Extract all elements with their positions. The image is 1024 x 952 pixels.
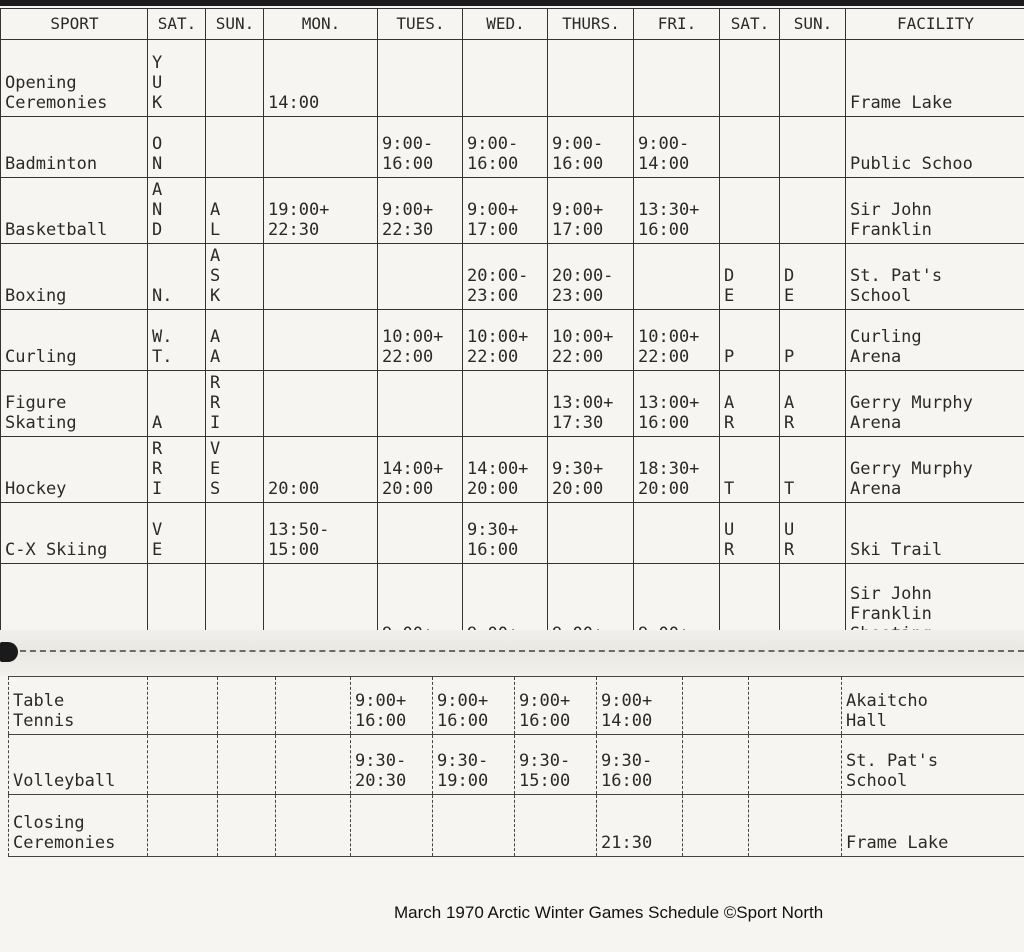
sun-2-cell-text: R xyxy=(784,413,795,433)
thurs-cell xyxy=(548,178,634,244)
fri-cell-text: 20:00 xyxy=(638,479,690,499)
facility-cell-text: School xyxy=(846,771,908,791)
schedule-table xyxy=(0,8,1024,668)
sport-cell-text: Volleyball xyxy=(13,771,116,791)
sun-1-cell xyxy=(206,503,264,564)
schedule-row xyxy=(1,310,1024,371)
sat-2-cell xyxy=(683,735,749,795)
tues-cell-text: 20:30 xyxy=(355,771,407,791)
schedule-table-continued xyxy=(8,676,1024,857)
wed-cell-text: 17:00 xyxy=(467,220,519,240)
mon-cell xyxy=(276,795,351,857)
sun-1-cell-text: A xyxy=(210,347,221,367)
facility-cell-text: Frame Lake xyxy=(850,93,953,113)
sat-1-cell-text: N xyxy=(152,154,163,174)
facility-cell-text: Franklin xyxy=(850,604,932,624)
sat-1-cell xyxy=(148,178,206,244)
sport-cell xyxy=(9,735,148,795)
fri-cell-text: 16:00 xyxy=(638,220,690,240)
sat-1-cell-text: I xyxy=(152,479,163,499)
thurs-cell-text: 23:00 xyxy=(552,286,604,306)
sun-2-cell-text: D xyxy=(784,266,795,286)
fold-line xyxy=(0,650,1024,652)
sat-2-cell-text: T xyxy=(724,479,735,499)
facility-cell-text: Akaitcho xyxy=(846,691,928,711)
facility-cell xyxy=(842,677,1024,735)
tues-cell xyxy=(351,677,433,735)
sat-1-cell xyxy=(148,735,218,795)
tues-cell-text: 14:00+ xyxy=(382,459,444,479)
wed-cell-text: 9:00+ xyxy=(437,691,489,711)
sun-1-cell-text: R xyxy=(210,373,221,393)
fri-cell-text: 16:00 xyxy=(601,771,653,791)
facility-cell-text: School xyxy=(850,286,912,306)
wed-cell-text: 9:30- xyxy=(437,751,489,771)
sport-cell xyxy=(1,310,148,371)
facility-cell-text: Sir John xyxy=(850,584,932,604)
header-sun-1: SUN. xyxy=(206,9,264,40)
sun-2-cell-text: P xyxy=(784,347,795,367)
sport-cell-text: Ceremonies xyxy=(13,833,116,853)
sun-1-cell-text: S xyxy=(210,479,221,499)
fri-cell xyxy=(634,371,720,437)
fri-cell xyxy=(597,795,683,857)
sat-1-cell-text: W. xyxy=(152,327,173,347)
thurs-cell xyxy=(548,310,634,371)
facility-cell xyxy=(842,795,1024,857)
sun-1-cell-text: E xyxy=(210,459,221,479)
fri-cell xyxy=(634,244,720,310)
sat-1-cell xyxy=(148,371,206,437)
facility-cell xyxy=(846,371,1024,437)
sat-1-cell-text: N xyxy=(152,200,163,220)
facility-cell xyxy=(842,735,1024,795)
sat-2-cell xyxy=(720,117,780,178)
sun-1-cell xyxy=(206,244,264,310)
sun-1-cell-text: A xyxy=(210,200,221,220)
sun-1-cell-text: L xyxy=(210,220,221,240)
sun-2-cell xyxy=(780,310,846,371)
sat-1-cell xyxy=(148,437,206,503)
sun-2-cell-text: R xyxy=(784,540,795,560)
header-sat-1: SAT. xyxy=(148,9,206,40)
facility-cell-text: St. Pat's xyxy=(846,751,939,771)
sun-2-cell xyxy=(749,677,842,735)
sat-2-cell-text: U xyxy=(724,520,735,540)
sat-2-cell-text: P xyxy=(724,347,735,367)
thurs-cell xyxy=(548,244,634,310)
sat-2-cell-text: A xyxy=(724,393,735,413)
sat-2-cell-text: E xyxy=(724,286,735,306)
tues-cell-text: 16:00 xyxy=(382,154,434,174)
fri-cell-text: 21:30 xyxy=(601,833,653,853)
mon-cell xyxy=(276,677,351,735)
fri-cell-text: 9:00+ xyxy=(601,691,653,711)
wed-cell-text: 9:00- xyxy=(467,134,519,154)
thurs-cell-text: 17:00 xyxy=(552,220,604,240)
tues-cell-text: 16:00 xyxy=(355,711,407,731)
tues-cell xyxy=(378,437,463,503)
sat-2-cell xyxy=(720,371,780,437)
sun-2-cell xyxy=(780,40,846,117)
torn-fold xyxy=(0,630,1024,676)
sun-1-cell xyxy=(218,735,276,795)
fri-cell xyxy=(634,310,720,371)
thurs-cell-text: 16:00 xyxy=(519,711,571,731)
header-facility: FACILITY xyxy=(846,9,1024,40)
wed-cell-text: 20:00- xyxy=(467,266,529,286)
fri-cell xyxy=(634,40,720,117)
header-sport: SPORT xyxy=(1,9,148,40)
sat-2-cell xyxy=(720,503,780,564)
thurs-cell xyxy=(515,795,597,857)
sun-1-cell-text: K xyxy=(210,286,221,306)
tues-cell-text: 20:00 xyxy=(382,479,434,499)
thurs-cell-text: 22:00 xyxy=(552,347,604,367)
thurs-cell xyxy=(548,40,634,117)
thurs-cell-text: 9:30- xyxy=(519,751,571,771)
header-sat-2: SAT. xyxy=(720,9,780,40)
sport-cell xyxy=(1,503,148,564)
facility-cell-text: Frame Lake xyxy=(846,833,949,853)
copyright-caption: March 1970 Arctic Winter Games Schedule ©Sport North xyxy=(394,903,824,922)
tues-cell-text: 9:00- xyxy=(382,134,434,154)
facility-cell-text: Curling xyxy=(850,327,922,347)
schedule-row xyxy=(1,437,1024,503)
sport-cell-text: C-X Skiing xyxy=(5,540,108,560)
tues-cell xyxy=(351,735,433,795)
mon-cell-text: 20:00 xyxy=(268,479,320,499)
fri-cell-text: 18:30+ xyxy=(638,459,700,479)
wed-cell-text: 23:00 xyxy=(467,286,519,306)
thurs-cell-text: 20:00 xyxy=(552,479,604,499)
mon-cell-text: 19:00+ xyxy=(268,200,330,220)
fri-cell-text: 9:00- xyxy=(638,134,690,154)
facility-cell xyxy=(846,244,1024,310)
wed-cell xyxy=(463,371,548,437)
wed-cell xyxy=(463,310,548,371)
sun-2-cell-text: E xyxy=(784,286,795,306)
mon-cell xyxy=(264,117,378,178)
sport-cell xyxy=(1,437,148,503)
tues-cell-text: 9:30- xyxy=(355,751,407,771)
facility-cell-text: Hall xyxy=(846,711,887,731)
sat-2-cell-text: R xyxy=(724,540,735,560)
sport-cell-text: Tennis xyxy=(13,711,75,731)
mon-cell xyxy=(264,371,378,437)
fri-cell-text: 14:00 xyxy=(638,154,690,174)
header-row xyxy=(1,9,1024,40)
sport-cell-text: Curling xyxy=(5,347,77,367)
sat-1-cell-text: R xyxy=(152,439,163,459)
mon-cell xyxy=(264,310,378,371)
schedule-row xyxy=(1,371,1024,437)
sat-1-cell xyxy=(148,795,218,857)
fri-cell xyxy=(634,503,720,564)
sport-cell-text: Ceremonies xyxy=(5,93,108,113)
top-rule xyxy=(0,0,1024,6)
sport-cell-text: Closing xyxy=(13,813,85,833)
tues-cell xyxy=(378,178,463,244)
wed-cell xyxy=(433,677,515,735)
mon-cell xyxy=(276,735,351,795)
tues-cell-text: 10:00+ xyxy=(382,327,444,347)
sun-1-cell xyxy=(206,178,264,244)
sun-1-cell-text: I xyxy=(210,413,221,433)
fri-cell-text: 14:00 xyxy=(601,711,653,731)
wed-cell-text: 14:00+ xyxy=(467,459,529,479)
wed-cell xyxy=(433,795,515,857)
sat-1-cell-text: A xyxy=(152,413,163,433)
fri-cell-text: 16:00 xyxy=(638,413,690,433)
sat-2-cell xyxy=(720,244,780,310)
sport-cell-text: Opening xyxy=(5,73,77,93)
facility-cell-text: Franklin xyxy=(850,220,932,240)
header-fri: FRI. xyxy=(634,9,720,40)
fri-cell xyxy=(634,117,720,178)
sun-2-cell xyxy=(780,244,846,310)
thurs-cell xyxy=(515,735,597,795)
wed-cell xyxy=(433,735,515,795)
sun-1-cell-text: A xyxy=(210,327,221,347)
facility-cell-text: Gerry Murphy xyxy=(850,393,973,413)
facility-cell xyxy=(846,310,1024,371)
sport-cell xyxy=(1,40,148,117)
sun-2-cell-text: U xyxy=(784,520,795,540)
sat-2-cell xyxy=(720,178,780,244)
facility-cell xyxy=(846,178,1024,244)
sat-1-cell-text: A xyxy=(152,180,163,200)
schedule-row xyxy=(1,503,1024,564)
thurs-cell xyxy=(548,503,634,564)
wed-cell xyxy=(463,503,548,564)
sport-cell xyxy=(1,178,148,244)
sun-1-cell-text: S xyxy=(210,266,221,286)
header-mon: MON. xyxy=(264,9,378,40)
facility-cell-text: Ski Trail xyxy=(850,540,943,560)
sun-2-cell xyxy=(780,503,846,564)
sat-2-cell xyxy=(683,795,749,857)
facility-cell-text: Arena xyxy=(850,347,902,367)
sat-1-cell-text: N. xyxy=(152,286,173,306)
sat-1-cell xyxy=(148,310,206,371)
sat-1-cell xyxy=(148,40,206,117)
facility-cell-text: Arena xyxy=(850,479,902,499)
fri-cell xyxy=(634,437,720,503)
sun-2-cell-text: A xyxy=(784,393,795,413)
sport-cell-text: Figure xyxy=(5,393,67,413)
tues-cell xyxy=(378,503,463,564)
sun-2-cell xyxy=(780,437,846,503)
header-thurs: THURS. xyxy=(548,9,634,40)
mon-cell xyxy=(264,178,378,244)
sun-1-cell-text: V xyxy=(210,439,221,459)
tues-cell xyxy=(378,371,463,437)
sun-2-cell xyxy=(780,117,846,178)
header-sun-2: SUN. xyxy=(780,9,846,40)
schedule-row xyxy=(9,795,1024,857)
schedule-row xyxy=(1,40,1024,117)
mon-cell-text: 22:30 xyxy=(268,220,320,240)
sat-1-cell-text: Y xyxy=(152,53,163,73)
mon-cell xyxy=(264,503,378,564)
sat-1-cell-text: O xyxy=(152,134,163,154)
schedule-row xyxy=(1,178,1024,244)
facility-cell-text: Sir John xyxy=(850,200,932,220)
fri-cell xyxy=(634,178,720,244)
sun-1-cell-text: R xyxy=(210,393,221,413)
thurs-cell-text: 16:00 xyxy=(552,154,604,174)
sun-2-cell xyxy=(780,178,846,244)
facility-cell xyxy=(846,40,1024,117)
fri-cell-text: 13:00+ xyxy=(638,393,700,413)
sat-2-cell xyxy=(720,310,780,371)
sport-cell-text: Basketball xyxy=(5,220,108,240)
tues-cell-text: 22:30 xyxy=(382,220,434,240)
wed-cell-text: 9:00+ xyxy=(467,200,519,220)
tues-cell xyxy=(378,117,463,178)
thurs-cell-text: 9:00- xyxy=(552,134,604,154)
sun-1-cell xyxy=(218,677,276,735)
facility-cell-text: St. Pat's xyxy=(850,266,943,286)
thurs-cell-text: 13:00+ xyxy=(552,393,614,413)
sport-cell xyxy=(9,795,148,857)
sun-1-cell xyxy=(206,117,264,178)
tues-cell xyxy=(378,310,463,371)
sun-2-cell-text: T xyxy=(784,479,795,499)
sun-2-cell xyxy=(749,735,842,795)
mon-cell xyxy=(264,40,378,117)
sat-1-cell-text: E xyxy=(152,540,163,560)
wed-cell-text: 10:00+ xyxy=(467,327,529,347)
sat-1-cell xyxy=(148,117,206,178)
sat-1-cell-text: U xyxy=(152,73,163,93)
sat-1-cell xyxy=(148,677,218,735)
sport-cell-text: Badminton xyxy=(5,154,98,174)
fri-cell-text: 22:00 xyxy=(638,347,690,367)
mon-cell xyxy=(264,244,378,310)
thurs-cell-text: 10:00+ xyxy=(552,327,614,347)
sun-2-cell xyxy=(749,795,842,857)
tues-cell xyxy=(351,795,433,857)
sat-2-cell xyxy=(683,677,749,735)
wed-cell xyxy=(463,117,548,178)
sun-1-cell xyxy=(218,795,276,857)
sport-cell-text: Boxing xyxy=(5,286,67,306)
tues-cell-text: 9:00+ xyxy=(382,200,434,220)
sport-cell xyxy=(9,677,148,735)
thurs-cell xyxy=(548,371,634,437)
thurs-cell xyxy=(548,117,634,178)
thurs-cell-text: 15:00 xyxy=(519,771,571,791)
sport-cell-text: Hockey xyxy=(5,479,67,499)
sat-1-cell-text: T. xyxy=(152,347,173,367)
wed-cell-text: 16:00 xyxy=(437,711,489,731)
wed-cell xyxy=(463,244,548,310)
sun-2-cell xyxy=(780,371,846,437)
sat-2-cell-text: D xyxy=(724,266,735,286)
sun-1-cell xyxy=(206,40,264,117)
wed-cell-text: 19:00 xyxy=(437,771,489,791)
fri-cell-text: 9:30- xyxy=(601,751,653,771)
thurs-cell xyxy=(548,437,634,503)
thurs-cell-text: 20:00- xyxy=(552,266,614,286)
wed-cell-text: 22:00 xyxy=(467,347,519,367)
schedule-row xyxy=(1,244,1024,310)
sun-1-cell xyxy=(206,437,264,503)
wed-cell-text: 20:00 xyxy=(467,479,519,499)
thurs-cell-text: 9:30+ xyxy=(552,459,604,479)
thurs-cell-text: 9:00+ xyxy=(519,691,571,711)
header-tues: TUES. xyxy=(378,9,463,40)
mon-cell-text: 14:00 xyxy=(268,93,320,113)
tues-cell-text: 22:00 xyxy=(382,347,434,367)
mon-cell xyxy=(264,437,378,503)
sat-1-cell-text: V xyxy=(152,520,163,540)
sport-cell xyxy=(1,244,148,310)
thurs-cell-text: 17:30 xyxy=(552,413,604,433)
facility-cell-text: Gerry Murphy xyxy=(850,459,973,479)
sport-cell xyxy=(1,371,148,437)
sun-1-cell xyxy=(206,310,264,371)
facility-cell-text: Public Schoo xyxy=(850,154,973,174)
wed-cell xyxy=(463,40,548,117)
sat-1-cell-text: D xyxy=(152,220,163,240)
sport-cell-text: Skating xyxy=(5,413,77,433)
sat-2-cell-text: R xyxy=(724,413,735,433)
schedule-row xyxy=(9,677,1024,735)
wed-cell-text: 16:00 xyxy=(467,154,519,174)
header-wed: WED. xyxy=(463,9,548,40)
sport-cell xyxy=(1,117,148,178)
sat-1-cell-text: R xyxy=(152,459,163,479)
facility-cell xyxy=(846,437,1024,503)
sat-1-cell xyxy=(148,503,206,564)
tues-cell-text: 9:00+ xyxy=(355,691,407,711)
wed-cell-text: 16:00 xyxy=(467,540,519,560)
sun-1-cell-text: A xyxy=(210,246,221,266)
tues-cell xyxy=(378,244,463,310)
fri-cell-text: 13:30+ xyxy=(638,200,700,220)
sat-1-cell xyxy=(148,244,206,310)
wed-cell xyxy=(463,437,548,503)
fri-cell xyxy=(597,735,683,795)
schedule-row xyxy=(9,735,1024,795)
sun-1-cell xyxy=(206,371,264,437)
sport-cell-text: Table xyxy=(13,691,65,711)
fri-cell xyxy=(597,677,683,735)
wed-cell xyxy=(463,178,548,244)
mon-cell-text: 13:50- xyxy=(268,520,330,540)
mon-cell-text: 15:00 xyxy=(268,540,320,560)
fri-cell-text: 10:00+ xyxy=(638,327,700,347)
sat-2-cell xyxy=(720,40,780,117)
facility-cell xyxy=(846,117,1024,178)
wed-cell-text: 9:30+ xyxy=(467,520,519,540)
sat-2-cell xyxy=(720,437,780,503)
facility-cell-text: Arena xyxy=(850,413,902,433)
sat-1-cell-text: K xyxy=(152,93,163,113)
schedule-row xyxy=(1,117,1024,178)
thurs-cell xyxy=(515,677,597,735)
facility-cell xyxy=(846,503,1024,564)
thurs-cell-text: 9:00+ xyxy=(552,200,604,220)
tues-cell xyxy=(378,40,463,117)
